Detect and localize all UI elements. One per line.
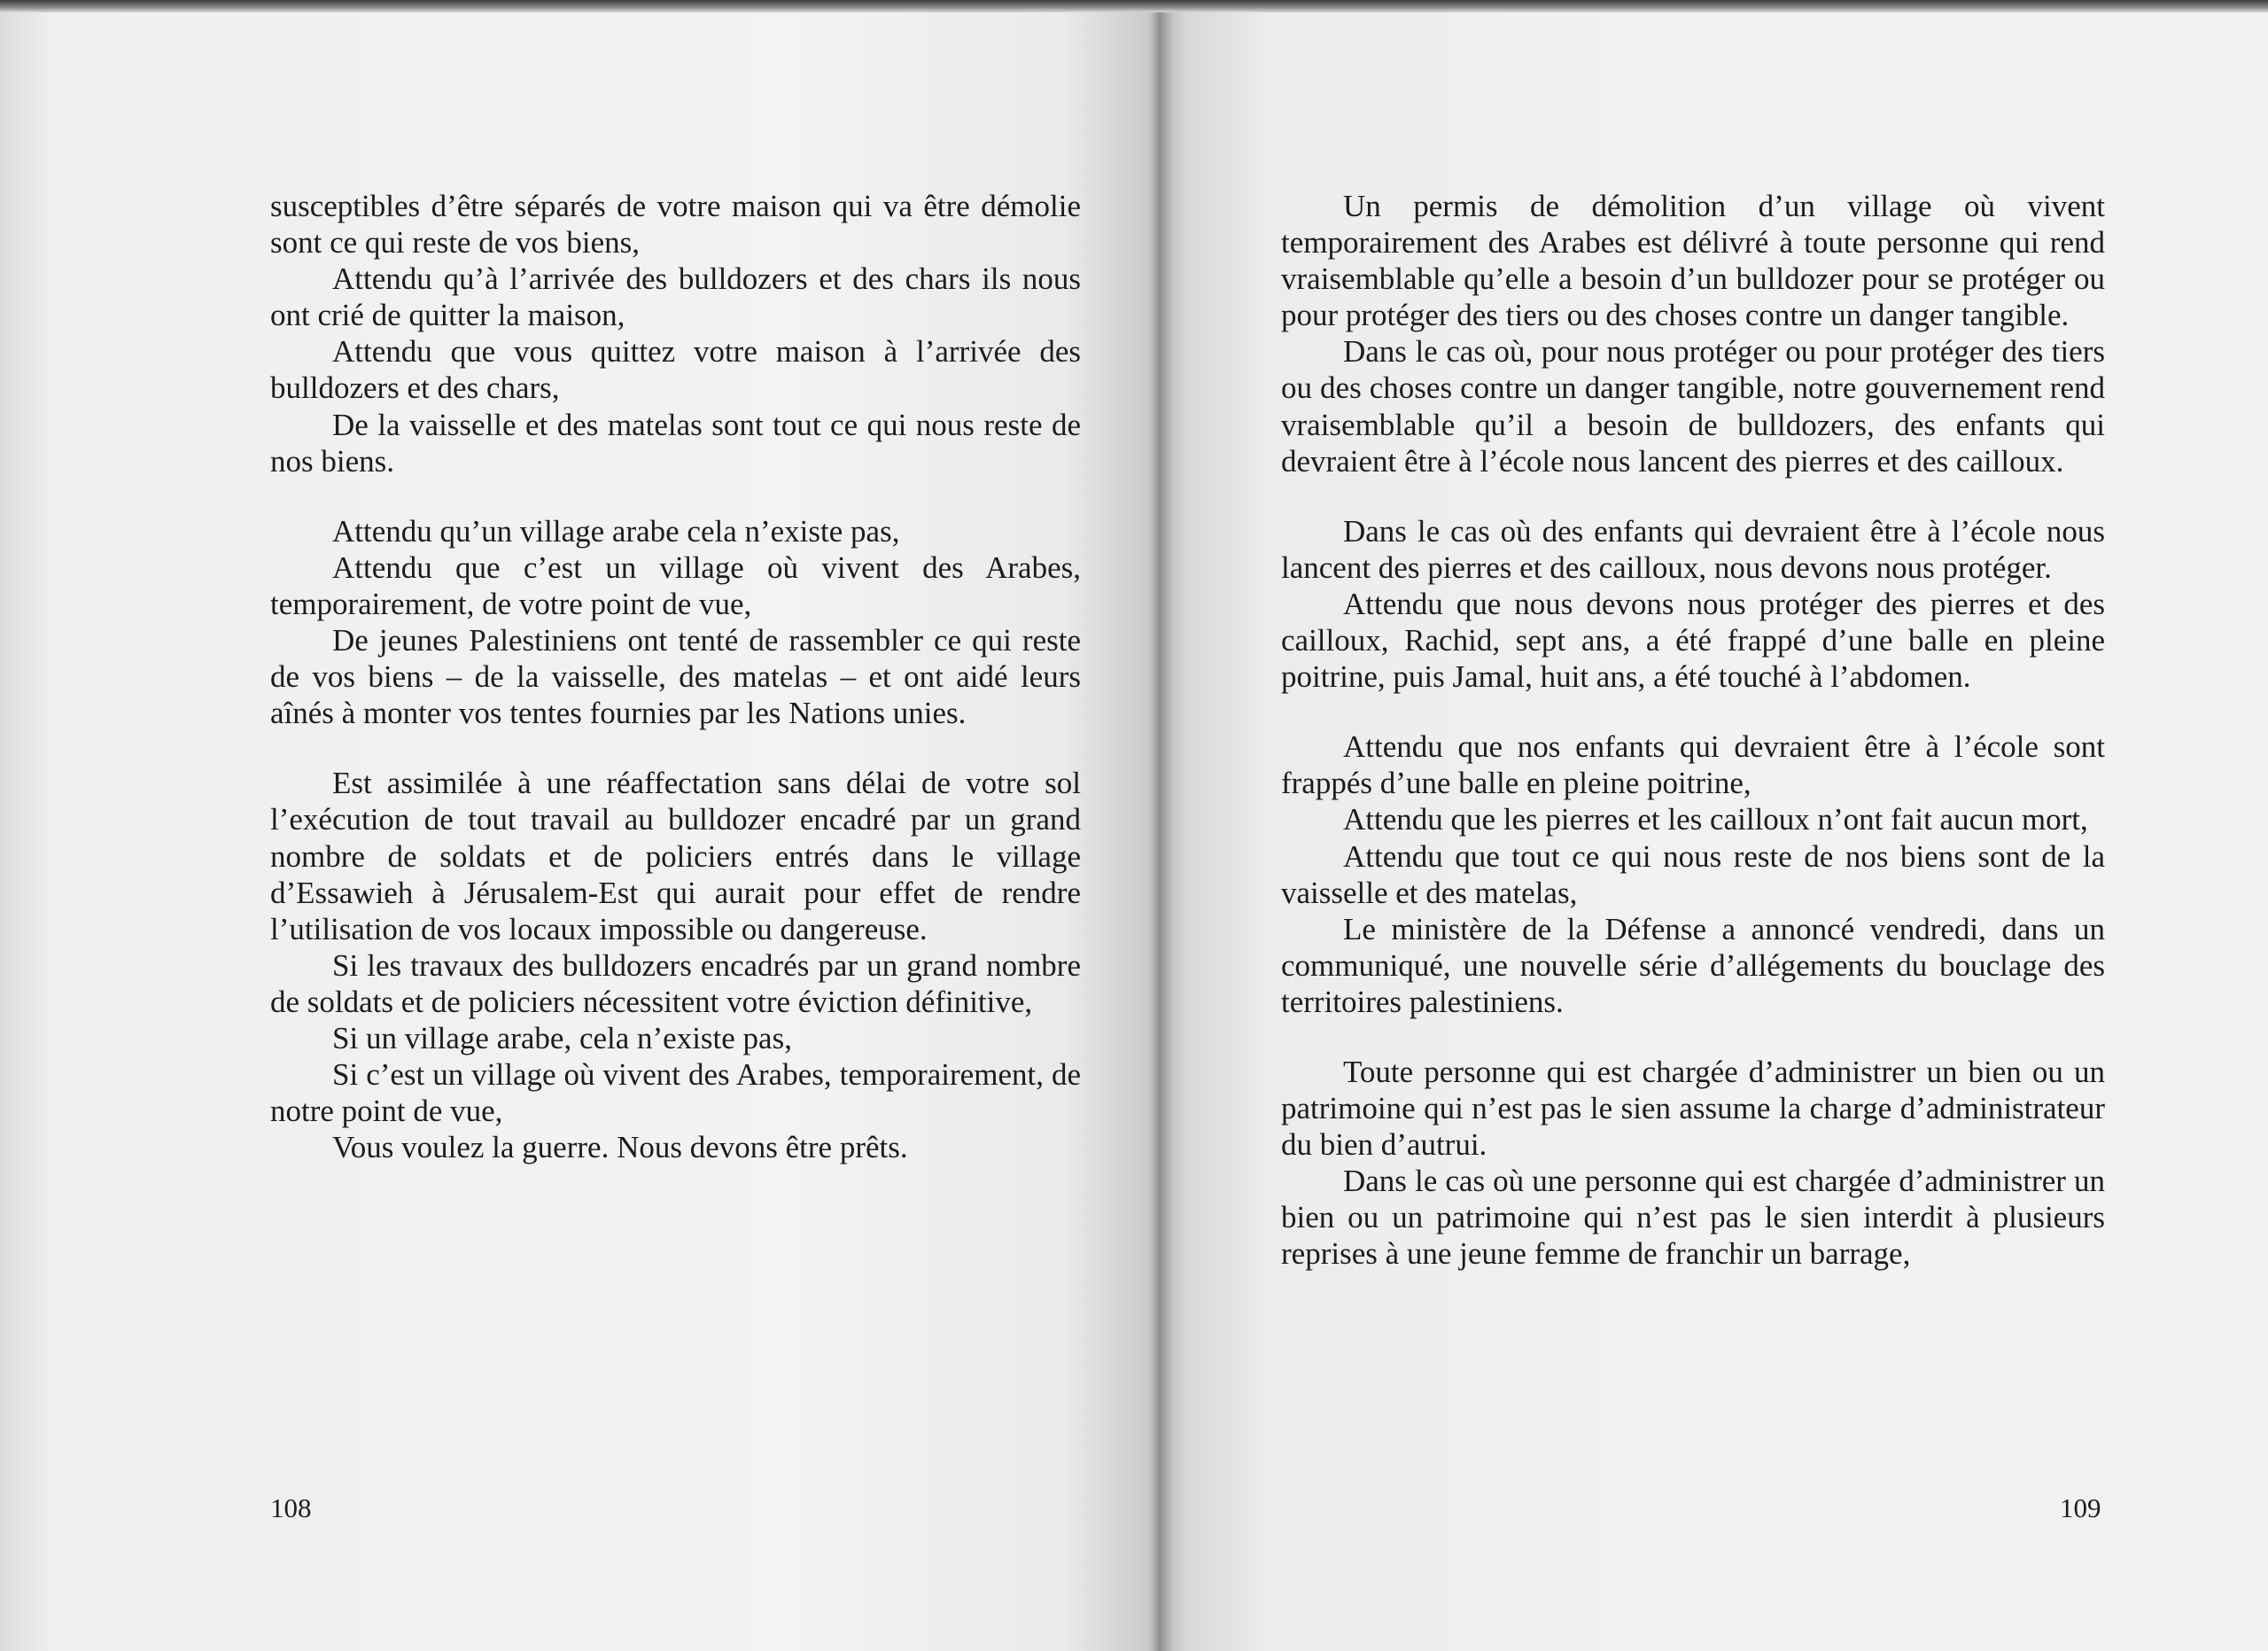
top-edge-shadow bbox=[0, 0, 2268, 12]
paragraph: Si c’est un village où vivent des Arabes, temporairement, de notre point de vue, bbox=[270, 1057, 1081, 1129]
paragraph: Un permis de démolition d’un village où vivent temporairement des Arabes est délivré à toute personne qui rend vraisemblable qu’elle a besoin d’un bulldozer pour se protéger ou pour protéger des tiers ou des choses contre un danger tangible. bbox=[1281, 189, 2105, 333]
paragraph: Toute personne qui est chargée d’administrer un bien ou un patrimoine qui n’est pas le sien assume la charge d’administrateur du bien d’autrui. bbox=[1281, 1054, 2105, 1163]
paragraph: Dans le cas où une personne qui est chargée d’administrer un bien ou un patrimoine qui n’est pas le sien interdit à plusieurs reprises à une jeune femme de franchir un barrage, bbox=[1281, 1164, 2105, 1272]
right-page-text bbox=[1281, 188, 2105, 1273]
paragraph: Le ministère de la Défense a annoncé vendredi, dans un communiqué, une nouvelle série d’allégements du bouclage des territoires palestiniens. bbox=[1281, 911, 2105, 1019]
paragraph: Attendu qu’à l’arrivée des bulldozers et des chars ils nous ont crié de quitter la maison, bbox=[270, 261, 1081, 333]
book-gutter bbox=[1148, 0, 1173, 1651]
paragraph: Si les travaux des bulldozers encadrés par un grand nombre de soldats et de policiers nécessitent votre éviction définitive, bbox=[270, 947, 1081, 1019]
page-number-left: 108 bbox=[270, 1492, 312, 1523]
paragraph: Dans le cas où des enfants qui devraient être à l’école nous lancent des pierres et des cailloux, nous devons nous protéger. bbox=[1281, 513, 2105, 585]
paragraph: susceptibles d’être séparés de votre maison qui va être démolie sont ce qui reste de vos biens, bbox=[270, 189, 1081, 261]
paragraph: Attendu que nous devons nous protéger des pierres et des cailloux, Rachid, sept ans, a été frappé d’une balle en pleine poitrine, puis Jamal, huit ans, a été touché à l’abdomen. bbox=[1281, 586, 2105, 695]
left-page-text bbox=[270, 188, 1081, 1165]
paragraph: Vous voulez la guerre. Nous devons être prêts. bbox=[332, 1130, 908, 1165]
paragraph: Est assimilée à une réaffectation sans délai de votre sol l’exécution de tout travail au bulldozer encadré par un grand nombre de soldats et de policiers entrés dans le village d’Essawieh à Jérusalem-Est qui aurait pour effet de rendre l’utilisation de vos locaux impossible ou dangereuse. bbox=[270, 766, 1081, 946]
paragraph: Attendu que tout ce qui nous reste de nos biens sont de la vaisselle et des matelas, bbox=[1281, 838, 2105, 910]
paragraph: Dans le cas où, pour nous protéger ou pour protéger des tiers ou des choses contre un danger tangible, notre gouvernement rend vraisemblable qu’il a besoin de bulldozers, des enfants qui devraient être à l’école nous lancent des pierres et des cailloux. bbox=[1281, 334, 2105, 479]
paragraph: Attendu que vous quittez votre maison à l’arrivée des bulldozers et des chars, bbox=[270, 334, 1081, 406]
paragraph: Attendu que c’est un village où vivent des Arabes, temporairement, de votre point de vue, bbox=[270, 549, 1081, 621]
page-number-right: 109 bbox=[2060, 1492, 2101, 1523]
paragraph: De la vaisselle et des matelas sont tout ce qui nous reste de nos biens. bbox=[270, 407, 1081, 479]
paragraph: Attendu que nos enfants qui devraient être à l’école sont frappés d’une balle en pleine poitrine, bbox=[1281, 729, 2105, 801]
paragraph: De jeunes Palestiniens ont tenté de rassembler ce qui reste de vos biens – de la vaisselle, des matelas – et ont aidé leurs aînés à monter vos tentes fournies par les Nations unies. bbox=[270, 623, 1081, 731]
paragraph: Attendu que les pierres et les cailloux n’ont fait aucun mort, bbox=[1343, 802, 2088, 837]
paragraph: Attendu qu’un village arabe cela n’existe pas, bbox=[332, 513, 900, 549]
paragraph: Si un village arabe, cela n’existe pas, bbox=[332, 1020, 792, 1055]
